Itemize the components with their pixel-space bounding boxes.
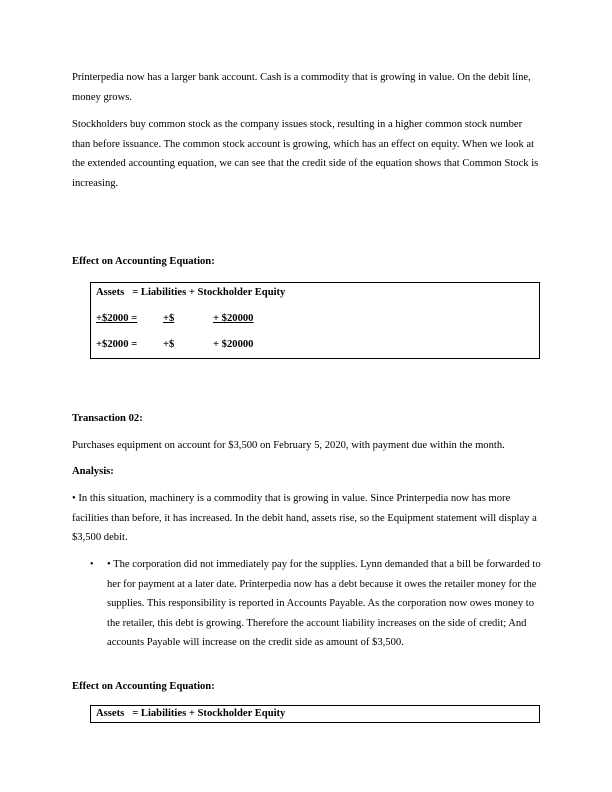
table1-row2-assets: +$2000 = [96, 339, 138, 350]
table1-row1-assets: +$2000 = [96, 313, 138, 324]
bullet-marker: • [90, 559, 94, 570]
heading-effect-equation-1: Effect on Accounting Equation: [72, 256, 215, 267]
table1-row2-liabilities: +$ [163, 339, 175, 350]
heading-transaction-02: Transaction 02: [72, 413, 143, 424]
table1-row2-equity: + $20000 [213, 339, 254, 350]
analysis-paragraph: • In this situation, machinery is a commodity that is growing in value. Since Printerpedia now has more facilities than before, it has increased. In the debit hand, assets rise, so the Equipment statement will display a $3,500 debit. [72, 493, 537, 543]
table1-row1-liabilities: +$ [163, 313, 175, 324]
equation-table-1-header: Assets = Liabilities + Stockholder Equity [96, 287, 286, 298]
paragraph-cash: Printerpedia now has a larger bank account. Cash is a commodity that is growing in value. On the debit line, money grows. [72, 72, 531, 103]
heading-effect-equation-2: Effect on Accounting Equation: [72, 681, 215, 692]
paragraph-common-stock: Stockholders buy common stock as the company issues stock, resulting in a higher common stock number than before issuance. The common stock account is growing, which has an effect on equity. When we look at the extended accounting equation, we can see that the credit side of the equation shows that Common Stock is increasing. [72, 119, 539, 189]
equation-table-2 [90, 705, 540, 723]
bullet-liability-text: • The corporation did not immediately pay for the supplies. Lynn demanded that a bill be forwarded to her for payment at a later date. Printerpedia now has a debt because it owes the retailer money for the supplies. This responsibility is reported in Accounts Payable. As the corporation now owes money to the retailer, this debt is growing. Therefore the account liability increases on the side of credit; And accounts Payable will increase on the credit side as amount of $3,500. [107, 559, 541, 648]
transaction-description: Purchases equipment on account for $3,500 on February 5, 2020, with payment due within the month. [72, 440, 505, 451]
equation-table-1 [90, 282, 540, 359]
table1-row1-equity: + $20000 [213, 313, 254, 324]
heading-analysis: Analysis: [72, 466, 114, 477]
equation-table-2-header: Assets = Liabilities + Stockholder Equity [96, 708, 286, 719]
